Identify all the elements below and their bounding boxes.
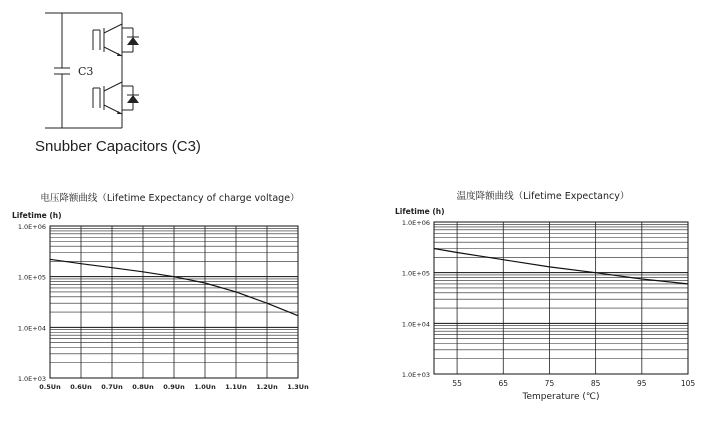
x-tick-label: 0.6Un [70,383,92,391]
y-axis-label: Lifetime (h) [395,207,445,216]
x-tick-label: 0.5Un [39,383,61,391]
x-tick-label: 1.2Un [256,383,278,391]
plot-frame [434,222,688,374]
x-tick-label: 65 [498,379,509,388]
series-line [434,249,688,284]
y-tick-label: 1.0E+04 [17,324,46,333]
y-tick-label: 1.0E+05 [401,269,430,278]
x-tick-label: 1.0Un [194,383,216,391]
x-tick-label: 75 [544,379,555,388]
y-axis-label: Lifetime (h) [12,211,62,220]
x-axis-label: Temperature (℃) [522,392,600,402]
x-tick-label: 0.9Un [163,383,185,391]
x-tick-label: 1.1Un [225,383,247,391]
y-tick-label: 1.0E+06 [401,219,430,227]
x-tick-label: 85 [590,379,601,388]
chart-title-temperature: 温度降额曲线（Lifetime Expectancy） [456,191,630,202]
capacitor-label: C3 [78,65,94,78]
y-tick-label: 1.0E+03 [17,375,46,383]
schematic-caption: Snubber Capacitors (C3) [35,138,201,155]
y-tick-label: 1.0E+03 [401,371,430,379]
y-tick-label: 1.0E+06 [17,223,46,231]
x-tick-label: 0.8Un [132,383,154,391]
x-tick-label: 55 [452,379,462,388]
x-tick-label: 0.7Un [101,383,123,391]
chart-title-voltage: 电压降额曲线（Lifetime Expectancy of charge voltage） [40,193,300,204]
y-tick-label: 1.0E+05 [17,273,46,282]
x-tick-label: 105 [680,379,696,388]
x-tick-label: 95 [637,379,647,388]
y-tick-label: 1.0E+04 [401,320,430,329]
x-tick-label: 1.3Un [287,383,309,391]
